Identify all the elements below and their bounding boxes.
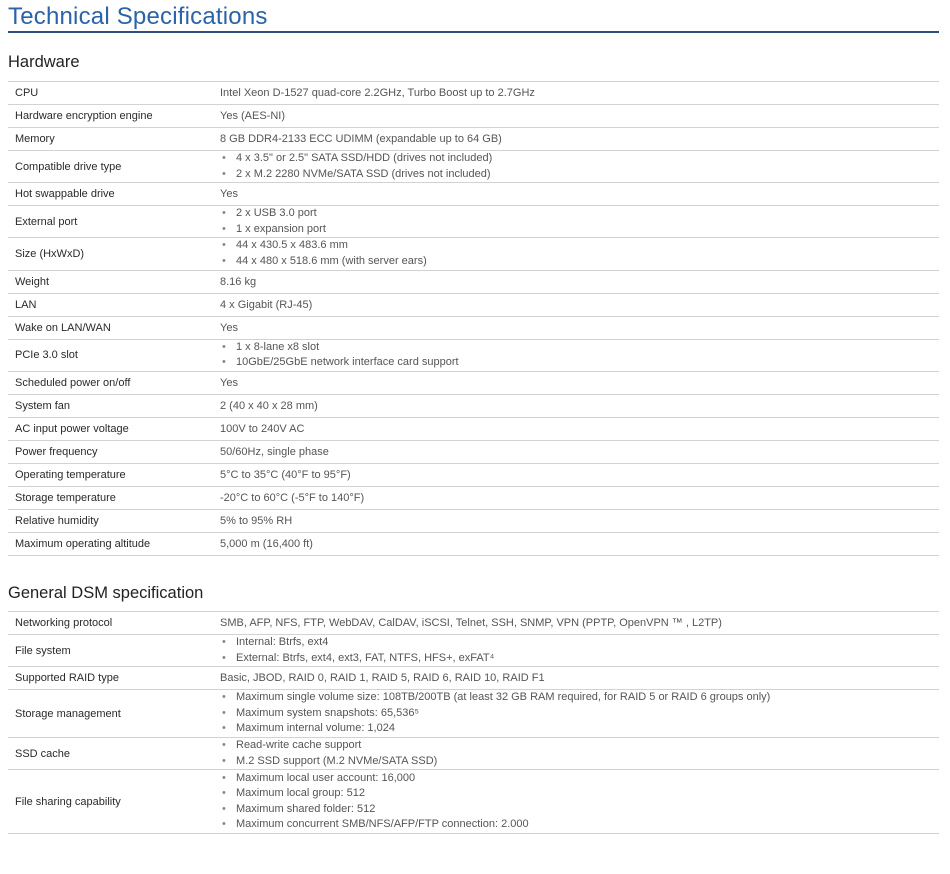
spec-label: Memory [8,128,214,151]
spec-value: Yes [214,183,939,206]
spec-label: System fan [8,394,214,417]
spec-value: Yes [214,316,939,339]
spec-value: SMB, AFP, NFS, FTP, WebDAV, CalDAV, iSCSI, Telnet, SSH, SNMP, VPN (PPTP, OpenVPN ™ , L2TP) [214,612,939,635]
spec-label: External port [8,206,214,238]
spec-row [8,635,939,667]
spec-value-item: • 1 x expansion port [222,222,939,238]
spec-value-item: • 44 x 480 x 518.6 mm (with server ears) [222,254,939,270]
spec-label: Relative humidity [8,509,214,532]
spec-row [8,440,939,463]
spec-label: Wake on LAN/WAN [8,316,214,339]
spec-row [8,463,939,486]
spec-value-list [220,771,939,833]
title-divider [8,31,939,33]
spec-value [214,206,939,238]
spec-value: Yes (AES-NI) [214,105,939,128]
spec-value: 50/60Hz, single phase [214,440,939,463]
spec-label: PCIe 3.0 slot [8,339,214,371]
spec-row [8,612,939,635]
spec-value: Intel Xeon D-1527 quad-core 2.2GHz, Turbo Boost up to 2.7GHz [214,82,939,105]
spec-value: 100V to 240V AC [214,417,939,440]
spec-row [8,339,939,371]
spec-label: Hardware encryption engine [8,105,214,128]
spec-value-item: • Maximum local group: 512 [222,786,939,802]
spec-row [8,316,939,339]
spec-row [8,690,939,738]
spec-row [8,509,939,532]
spec-value [214,151,939,183]
spec-row [8,105,939,128]
spec-label: Maximum operating altitude [8,532,214,555]
spec-row [8,394,939,417]
spec-label: Supported RAID type [8,667,214,690]
spec-row [8,151,939,183]
spec-value-item: • Read-write cache support [222,738,939,754]
spec-value-item: • 1 x 8-lane x8 slot [222,340,939,356]
spec-row [8,417,939,440]
spec-value [214,738,939,770]
spec-value-item: • 4 x 3.5" or 2.5" SATA SSD/HDD (drives not included) [222,151,939,167]
spec-value-list [220,340,939,371]
spec-value: 5°C to 35°C (40°F to 95°F) [214,463,939,486]
spec-label: Size (HxWxD) [8,238,214,270]
spec-label: Weight [8,270,214,293]
spec-value-item: • Maximum internal volume: 1,024 [222,721,939,737]
dsm-spec-table [8,611,939,834]
spec-value-item: • M.2 SSD support (M.2 NVMe/SATA SSD) [222,754,939,770]
spec-row [8,270,939,293]
spec-row [8,667,939,690]
spec-value: Yes [214,371,939,394]
spec-value-item: • 44 x 430.5 x 483.6 mm [222,238,939,254]
spec-value: 8 GB DDR4-2133 ECC UDIMM (expandable up to 64 GB) [214,128,939,151]
spec-value-item: • Maximum local user account: 16,000 [222,771,939,787]
hardware-heading: Hardware [8,53,80,71]
spec-value-list [220,690,939,737]
spec-row [8,486,939,509]
spec-label: Power frequency [8,440,214,463]
spec-label: Hot swappable drive [8,183,214,206]
spec-value [214,690,939,738]
spec-value-item: • 2 x USB 3.0 port [222,206,939,222]
spec-value-item: • External: Btrfs, ext4, ext3, FAT, NTFS, HFS+, exFAT⁴ [222,651,939,667]
spec-value [214,770,939,834]
spec-label: File sharing capability [8,770,214,834]
spec-label: AC input power voltage [8,417,214,440]
spec-row [8,532,939,555]
spec-label: SSD cache [8,738,214,770]
spec-value-item: • Maximum system snapshots: 65,536⁵ [222,706,939,722]
spec-row [8,206,939,238]
spec-label: Storage temperature [8,486,214,509]
spec-value-item: • Maximum single volume size: 108TB/200TB (at least 32 GB RAM required, for RAID 5 or RAID 6 groups only) [222,690,939,706]
spec-value: 5,000 m (16,400 ft) [214,532,939,555]
spec-label: Scheduled power on/off [8,371,214,394]
spec-value: Basic, JBOD, RAID 0, RAID 1, RAID 5, RAID 6, RAID 10, RAID F1 [214,667,939,690]
spec-row [8,770,939,834]
spec-value-list [220,206,939,237]
spec-value-list [220,738,939,769]
spec-label: CPU [8,82,214,105]
spec-label: Networking protocol [8,612,214,635]
spec-value: 5% to 95% RH [214,509,939,532]
spec-value [214,635,939,667]
spec-row [8,238,939,270]
hardware-spec-table [8,81,939,556]
spec-row [8,82,939,105]
spec-value-list [220,238,939,269]
spec-value: -20°C to 60°C (-5°F to 140°F) [214,486,939,509]
spec-label: LAN [8,293,214,316]
spec-value: 2 (40 x 40 x 28 mm) [214,394,939,417]
spec-label: Operating temperature [8,463,214,486]
dsm-heading: General DSM specification [8,584,204,602]
spec-row [8,128,939,151]
spec-label: File system [8,635,214,667]
spec-value: 4 x Gigabit (RJ-45) [214,293,939,316]
spec-value-item: • Maximum concurrent SMB/NFS/AFP/FTP connection: 2.000 [222,817,939,833]
spec-value-item: • 2 x M.2 2280 NVMe/SATA SSD (drives not included) [222,167,939,183]
spec-row [8,293,939,316]
page-title: Technical Specifications [8,3,268,30]
spec-label: Storage management [8,690,214,738]
spec-row [8,738,939,770]
spec-row [8,183,939,206]
spec-value: 8.16 kg [214,270,939,293]
spec-value-item: • Internal: Btrfs, ext4 [222,635,939,651]
spec-value-list [220,151,939,182]
spec-value [214,238,939,270]
spec-row [8,371,939,394]
spec-label: Compatible drive type [8,151,214,183]
spec-value-item: • 10GbE/25GbE network interface card support [222,355,939,371]
spec-value-item: • Maximum shared folder: 512 [222,802,939,818]
spec-value-list [220,635,939,666]
spec-value [214,339,939,371]
